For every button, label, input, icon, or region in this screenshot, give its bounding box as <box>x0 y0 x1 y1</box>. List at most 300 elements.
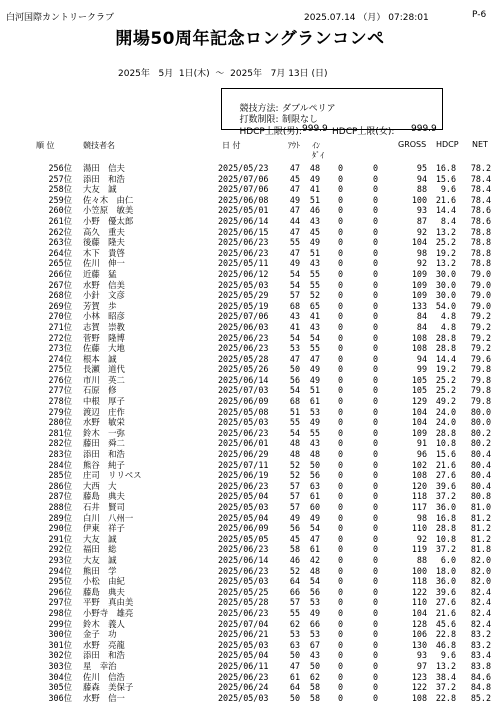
cell-hdcp-value: 21.6 <box>435 607 456 618</box>
cell-penalty-2: 0 <box>372 215 378 226</box>
cell-net-score: 81.8 <box>470 544 491 555</box>
col-gross: GROSS <box>398 140 427 149</box>
cell-in-score: 41 <box>309 311 320 322</box>
cell-gross-score: 98 <box>416 512 427 523</box>
cell-hdcp-value: 39.6 <box>435 480 456 491</box>
cell-in-score: 53 <box>309 597 320 608</box>
cell-player-name: 大友 誠 <box>83 533 117 544</box>
cell-out-score: 46 <box>289 554 300 565</box>
cell-in-score: 55 <box>309 343 320 354</box>
cell-date: 2025/06/09 <box>218 523 269 534</box>
cell-penalty-1: 0 <box>337 586 343 597</box>
cell-penalty-1: 0 <box>337 427 343 438</box>
cell-in-score: 51 <box>309 194 320 205</box>
cell-rank: 286位 <box>48 480 72 491</box>
cell-penalty-1: 0 <box>337 364 343 375</box>
cell-penalty-2: 0 <box>372 353 378 364</box>
table-row <box>0 481 500 492</box>
cell-rank: 291位 <box>48 533 72 544</box>
cell-penalty-1: 0 <box>337 660 343 671</box>
cell-in-score: 55 <box>309 279 320 290</box>
cell-penalty-2: 0 <box>372 226 378 237</box>
cell-penalty-1: 0 <box>337 353 343 364</box>
cell-date: 2025/05/08 <box>218 406 269 417</box>
cell-hdcp-value: 13.2 <box>435 258 456 269</box>
cell-net-score: 78.2 <box>470 163 491 173</box>
cell-net-score: 81.2 <box>470 523 491 534</box>
table-row <box>0 650 500 661</box>
cell-net-score: 78.4 <box>470 194 491 205</box>
cell-rank: 289位 <box>48 512 72 523</box>
cell-in-score: 54 <box>309 332 320 343</box>
cell-in-score: 46 <box>309 205 320 216</box>
cell-penalty-1: 0 <box>337 650 343 661</box>
cell-player-name: 木下 貴啓 <box>83 247 125 258</box>
cell-penalty-1: 0 <box>337 512 343 523</box>
cell-hdcp-value: 4.8 <box>440 321 456 332</box>
cell-gross-score: 108 <box>411 343 427 354</box>
cell-gross-score: 108 <box>411 470 427 481</box>
cell-out-score: 47 <box>289 163 300 173</box>
cell-player-name: 志賀 崇教 <box>83 321 125 332</box>
cell-net-score: 80.4 <box>470 459 491 470</box>
cell-rank: 276位 <box>48 374 72 385</box>
table-row <box>0 534 500 545</box>
cell-gross-score: 104 <box>411 607 427 618</box>
cell-out-score: 57 <box>289 597 300 608</box>
cell-penalty-2: 0 <box>372 279 378 290</box>
cell-out-score: 41 <box>289 321 300 332</box>
cell-out-score: 55 <box>289 417 300 428</box>
cell-gross-score: 110 <box>411 597 427 608</box>
cell-in-score: 43 <box>309 438 320 449</box>
cell-gross-score: 95 <box>416 163 427 173</box>
rule-limit-value: 制限なし <box>282 115 319 125</box>
cell-penalty-1: 0 <box>337 480 343 491</box>
cell-out-score: 54 <box>289 427 300 438</box>
cell-hdcp-value: 28.8 <box>435 523 456 534</box>
cell-in-score: 48 <box>309 565 320 576</box>
cell-date: 2025/07/06 <box>218 173 269 184</box>
cell-rank: 275位 <box>48 364 72 375</box>
cell-gross-score: 100 <box>411 194 427 205</box>
cell-date: 2025/07/04 <box>218 618 269 629</box>
cell-gross-score: 93 <box>416 650 427 661</box>
cell-date: 2025/06/23 <box>218 247 269 258</box>
cell-penalty-1: 0 <box>337 374 343 385</box>
cell-hdcp-value: 25.2 <box>435 374 456 385</box>
cell-out-score: 49 <box>289 512 300 523</box>
cell-penalty-2: 0 <box>372 607 378 618</box>
cell-date: 2025/05/28 <box>218 353 269 364</box>
cell-penalty-2: 0 <box>372 321 378 332</box>
cell-net-score: 80.4 <box>470 480 491 491</box>
cell-penalty-1: 0 <box>337 459 343 470</box>
cell-date: 2025/07/11 <box>218 459 269 470</box>
cell-penalty-2: 0 <box>372 459 378 470</box>
cell-penalty-2: 0 <box>372 544 378 555</box>
cell-hdcp-value: 37.2 <box>435 491 456 502</box>
cell-in-score: 54 <box>309 576 320 587</box>
cell-player-name: 市川 英二 <box>83 374 125 385</box>
cell-penalty-2: 0 <box>372 671 378 682</box>
column-header <box>0 138 500 164</box>
cell-player-name: 渡辺 庄作 <box>83 406 125 417</box>
table-row <box>0 449 500 460</box>
cell-rank: 292位 <box>48 544 72 555</box>
cell-net-score: 79.0 <box>470 290 491 301</box>
cell-player-name: 庄司 リリベス <box>83 470 142 481</box>
cell-date: 2025/06/01 <box>218 438 269 449</box>
cell-out-score: 58 <box>289 544 300 555</box>
cell-in-score: 51 <box>309 385 320 396</box>
cell-net-score: 79.8 <box>470 374 491 385</box>
page-title: 開場50周年記念ロングランコンペ <box>115 29 385 49</box>
cell-out-score: 45 <box>289 173 300 184</box>
cell-in-score: 51 <box>309 247 320 258</box>
cell-gross-score: 91 <box>416 438 427 449</box>
cell-penalty-2: 0 <box>372 237 378 248</box>
cell-hdcp-value: 28.8 <box>435 427 456 438</box>
cell-player-name: 大友 誠 <box>83 184 117 195</box>
cell-net-score: 82.0 <box>470 576 491 587</box>
cell-out-score: 51 <box>289 406 300 417</box>
cell-date: 2025/06/14 <box>218 554 269 565</box>
cell-in-score: 62 <box>309 671 320 682</box>
cell-gross-score: 104 <box>411 406 427 417</box>
cell-penalty-1: 0 <box>337 597 343 608</box>
cell-hdcp-value: 16.8 <box>435 512 456 523</box>
cell-out-score: 47 <box>289 353 300 364</box>
table-row <box>0 174 500 185</box>
cell-hdcp-value: 16.8 <box>435 163 456 173</box>
cell-rank: 261位 <box>48 215 72 226</box>
cell-hdcp-value: 9.6 <box>440 650 456 661</box>
cell-penalty-2: 0 <box>372 332 378 343</box>
cell-gross-score: 104 <box>411 237 427 248</box>
cell-net-score: 80.8 <box>470 491 491 502</box>
cell-player-name: 藤島 典夫 <box>83 491 125 502</box>
cell-hdcp-value: 13.2 <box>435 226 456 237</box>
cell-out-score: 55 <box>289 607 300 618</box>
table-row <box>0 693 500 704</box>
cell-hdcp-value: 39.6 <box>435 586 456 597</box>
cell-penalty-2: 0 <box>372 565 378 576</box>
cell-penalty-1: 0 <box>337 618 343 629</box>
cell-out-score: 57 <box>289 480 300 491</box>
cell-gross-score: 109 <box>411 279 427 290</box>
cell-player-name: 福田 総 <box>83 544 117 555</box>
cell-penalty-2: 0 <box>372 554 378 565</box>
cell-in-score: 56 <box>309 586 320 597</box>
cell-hdcp-value: 37.2 <box>435 544 456 555</box>
cell-date: 2025/06/23 <box>218 343 269 354</box>
table-row <box>0 311 500 322</box>
table-row <box>0 491 500 502</box>
cell-date: 2025/06/23 <box>218 671 269 682</box>
cell-date: 2025/05/04 <box>218 650 269 661</box>
cell-net-score: 80.0 <box>470 417 491 428</box>
cell-penalty-1: 0 <box>337 321 343 332</box>
cell-rank: 266位 <box>48 268 72 279</box>
table-row <box>0 544 500 555</box>
cell-hdcp-value: 25.2 <box>435 237 456 248</box>
cell-in-score: 49 <box>309 374 320 385</box>
cell-rank: 294位 <box>48 565 72 576</box>
cell-penalty-2: 0 <box>372 364 378 375</box>
table-row <box>0 375 500 386</box>
cell-penalty-1: 0 <box>337 343 343 354</box>
table-row <box>0 290 500 301</box>
cell-rank: 258位 <box>48 184 72 195</box>
cell-in-score: 48 <box>309 163 320 173</box>
table-row <box>0 385 500 396</box>
cell-penalty-1: 0 <box>337 258 343 269</box>
cell-net-score: 79.0 <box>470 279 491 290</box>
col-in: ｲﾝ <box>312 141 320 150</box>
cell-penalty-2: 0 <box>372 290 378 301</box>
cell-out-score: 56 <box>289 374 300 385</box>
cell-gross-score: 120 <box>411 480 427 491</box>
cell-hdcp-value: 15.6 <box>435 173 456 184</box>
cell-net-score: 78.4 <box>470 184 491 195</box>
cell-penalty-1: 0 <box>337 385 343 396</box>
cell-player-name: 添田 和浩 <box>83 449 125 460</box>
cell-player-name: 後藤 隆夫 <box>83 237 125 248</box>
cell-rank: 274位 <box>48 353 72 364</box>
cell-in-score: 54 <box>309 523 320 534</box>
cell-net-score: 80.0 <box>470 406 491 417</box>
cell-gross-score: 98 <box>416 247 427 258</box>
cell-penalty-1: 0 <box>337 311 343 322</box>
table-row <box>0 576 500 587</box>
cell-penalty-2: 0 <box>372 417 378 428</box>
cell-penalty-1: 0 <box>337 173 343 184</box>
cell-rank: 256位 <box>48 163 72 173</box>
cell-player-name: 小針 文彦 <box>83 290 125 301</box>
table-row <box>0 619 500 630</box>
cell-in-score: 55 <box>309 268 320 279</box>
cell-hdcp-value: 30.0 <box>435 268 456 279</box>
cell-gross-score: 92 <box>416 258 427 269</box>
cell-penalty-2: 0 <box>372 470 378 481</box>
cell-out-score: 57 <box>289 491 300 502</box>
cell-out-score: 49 <box>289 194 300 205</box>
cell-hdcp-value: 14.4 <box>435 353 456 364</box>
cell-penalty-2: 0 <box>372 194 378 205</box>
cell-date: 2025/05/03 <box>218 417 269 428</box>
cell-gross-score: 105 <box>411 385 427 396</box>
cell-in-score: 43 <box>309 215 320 226</box>
cell-date: 2025/06/12 <box>218 268 269 279</box>
cell-net-score: 82.4 <box>470 597 491 608</box>
cell-gross-score: 109 <box>411 290 427 301</box>
cell-player-name: 佐川 信浩 <box>83 671 125 682</box>
table-row <box>0 566 500 577</box>
cell-in-score: 55 <box>309 427 320 438</box>
cell-penalty-2: 0 <box>372 629 378 640</box>
cell-rank: 273位 <box>48 343 72 354</box>
table-row <box>0 269 500 280</box>
cell-rank: 306位 <box>48 692 72 703</box>
cell-in-score: 47 <box>309 353 320 364</box>
cell-rank: 293位 <box>48 554 72 565</box>
cell-in-score: 49 <box>309 237 320 248</box>
cell-gross-score: 108 <box>411 332 427 343</box>
cell-out-score: 62 <box>289 618 300 629</box>
table-row <box>0 216 500 227</box>
cell-penalty-2: 0 <box>372 597 378 608</box>
cell-penalty-1: 0 <box>337 629 343 640</box>
cell-in-score: 41 <box>309 184 320 195</box>
cell-penalty-2: 0 <box>372 343 378 354</box>
cell-net-score: 79.0 <box>470 268 491 279</box>
cell-hdcp-value: 54.0 <box>435 300 456 311</box>
cell-hdcp-value: 38.4 <box>435 671 456 682</box>
cell-date: 2025/05/28 <box>218 597 269 608</box>
cell-rank: 262位 <box>48 226 72 237</box>
cell-penalty-1: 0 <box>337 449 343 460</box>
cell-rank: 288位 <box>48 502 72 512</box>
cell-in-score: 53 <box>309 629 320 640</box>
cell-out-score: 54 <box>289 268 300 279</box>
hdcp-female-label: HDCP上限(女): <box>332 127 395 137</box>
cell-in-score: 56 <box>309 470 320 481</box>
cell-rank: 285位 <box>48 470 72 481</box>
cell-penalty-1: 0 <box>337 215 343 226</box>
cell-net-score: 82.0 <box>470 565 491 576</box>
club-name: 白河国際カントリークラブ <box>6 13 115 23</box>
cell-in-score: 50 <box>309 660 320 671</box>
cell-date: 2025/06/11 <box>218 660 269 671</box>
cell-gross-score: 129 <box>411 396 427 407</box>
cell-date: 2025/06/14 <box>218 374 269 385</box>
cell-penalty-1: 0 <box>337 607 343 618</box>
col-rank: 順 位 <box>36 141 55 150</box>
cell-in-score: 49 <box>309 173 320 184</box>
cell-penalty-1: 0 <box>337 279 343 290</box>
cell-rank: 277位 <box>48 385 72 396</box>
table-row <box>0 248 500 259</box>
cell-date: 2025/06/15 <box>218 226 269 237</box>
cell-date: 2025/06/09 <box>218 396 269 407</box>
cell-hdcp-value: 22.8 <box>435 629 456 640</box>
cell-in-score: 63 <box>309 480 320 491</box>
cell-penalty-1: 0 <box>337 692 343 703</box>
cell-hdcp-value: 15.6 <box>435 449 456 460</box>
cell-player-name: 佐々木 由仁 <box>83 194 134 205</box>
cell-player-name: 添田 和浩 <box>83 173 125 184</box>
table-row <box>0 608 500 619</box>
cell-hdcp-value: 30.0 <box>435 290 456 301</box>
cell-net-score: 79.8 <box>470 385 491 396</box>
cell-gross-score: 106 <box>411 629 427 640</box>
cell-gross-score: 94 <box>416 353 427 364</box>
cell-gross-score: 105 <box>411 374 427 385</box>
cell-rank: 303位 <box>48 660 72 671</box>
cell-player-name: 小林 昭彦 <box>83 311 125 322</box>
cell-out-score: 48 <box>289 438 300 449</box>
cell-date: 2025/06/03 <box>218 321 269 332</box>
cell-player-name: 石原 修 <box>83 385 117 396</box>
cell-player-name: 熊谷 純子 <box>83 459 125 470</box>
cell-penalty-2: 0 <box>372 396 378 407</box>
cell-net-score: 78.6 <box>470 215 491 226</box>
cell-penalty-1: 0 <box>337 576 343 587</box>
cell-hdcp-value: 9.6 <box>440 184 456 195</box>
cell-date: 2025/05/04 <box>218 491 269 502</box>
cell-date: 2025/06/23 <box>218 607 269 618</box>
cell-gross-score: 94 <box>416 173 427 184</box>
cell-penalty-2: 0 <box>372 512 378 523</box>
cell-gross-score: 96 <box>416 449 427 460</box>
cell-out-score: 45 <box>289 533 300 544</box>
cell-penalty-1: 0 <box>337 682 343 693</box>
table-row <box>0 227 500 238</box>
table-row <box>0 333 500 344</box>
cell-net-score: 79.6 <box>470 353 491 364</box>
table-row <box>0 672 500 683</box>
cell-rank: 305位 <box>48 682 72 693</box>
cell-penalty-1: 0 <box>337 502 343 512</box>
cell-gross-score: 117 <box>411 502 427 512</box>
cell-rank: 297位 <box>48 597 72 608</box>
cell-out-score: 64 <box>289 576 300 587</box>
cell-penalty-1: 0 <box>337 544 343 555</box>
cell-out-score: 54 <box>289 332 300 343</box>
cell-hdcp-value: 4.8 <box>440 311 456 322</box>
cell-rank: 260位 <box>48 205 72 216</box>
table-row <box>0 640 500 651</box>
cell-out-score: 47 <box>289 247 300 258</box>
table-row <box>0 205 500 216</box>
cell-gross-score: 99 <box>416 364 427 375</box>
cell-penalty-1: 0 <box>337 396 343 407</box>
cell-hdcp-value: 46.8 <box>435 639 456 650</box>
competition-period: 2025年 5月 1日(木) ～ 2025年 7月 13日 (日) <box>118 69 328 79</box>
cell-in-score: 49 <box>309 417 320 428</box>
results-table <box>0 163 500 703</box>
cell-rank: 281位 <box>48 427 72 438</box>
cell-gross-score: 92 <box>416 226 427 237</box>
table-row <box>0 396 500 407</box>
cell-gross-score: 87 <box>416 215 427 226</box>
cell-rank: 259位 <box>48 194 72 205</box>
cell-net-score: 81.2 <box>470 533 491 544</box>
cell-player-name: 藤森 美保子 <box>83 682 134 693</box>
cell-player-name: 藤島 典夫 <box>83 586 125 597</box>
cell-penalty-1: 0 <box>337 268 343 279</box>
cell-out-score: 53 <box>289 343 300 354</box>
page-number: P-6 <box>472 10 487 20</box>
cell-net-score: 84.8 <box>470 682 491 693</box>
cell-date: 2025/06/29 <box>218 449 269 460</box>
cell-penalty-2: 0 <box>372 173 378 184</box>
cell-player-name: 水野 信一 <box>83 692 125 703</box>
cell-gross-score: 122 <box>411 586 427 597</box>
cell-gross-score: 84 <box>416 321 427 332</box>
cell-hdcp-value: 45.6 <box>435 618 456 629</box>
cell-net-score: 79.2 <box>470 332 491 343</box>
cell-player-name: 菅野 隆博 <box>83 332 125 343</box>
table-row <box>0 258 500 269</box>
cell-in-score: 61 <box>309 396 320 407</box>
cell-penalty-2: 0 <box>372 586 378 597</box>
cell-penalty-2: 0 <box>372 618 378 629</box>
cell-date: 2025/05/03 <box>218 639 269 650</box>
cell-hdcp-value: 22.8 <box>435 692 456 703</box>
cell-rank: 257位 <box>48 173 72 184</box>
